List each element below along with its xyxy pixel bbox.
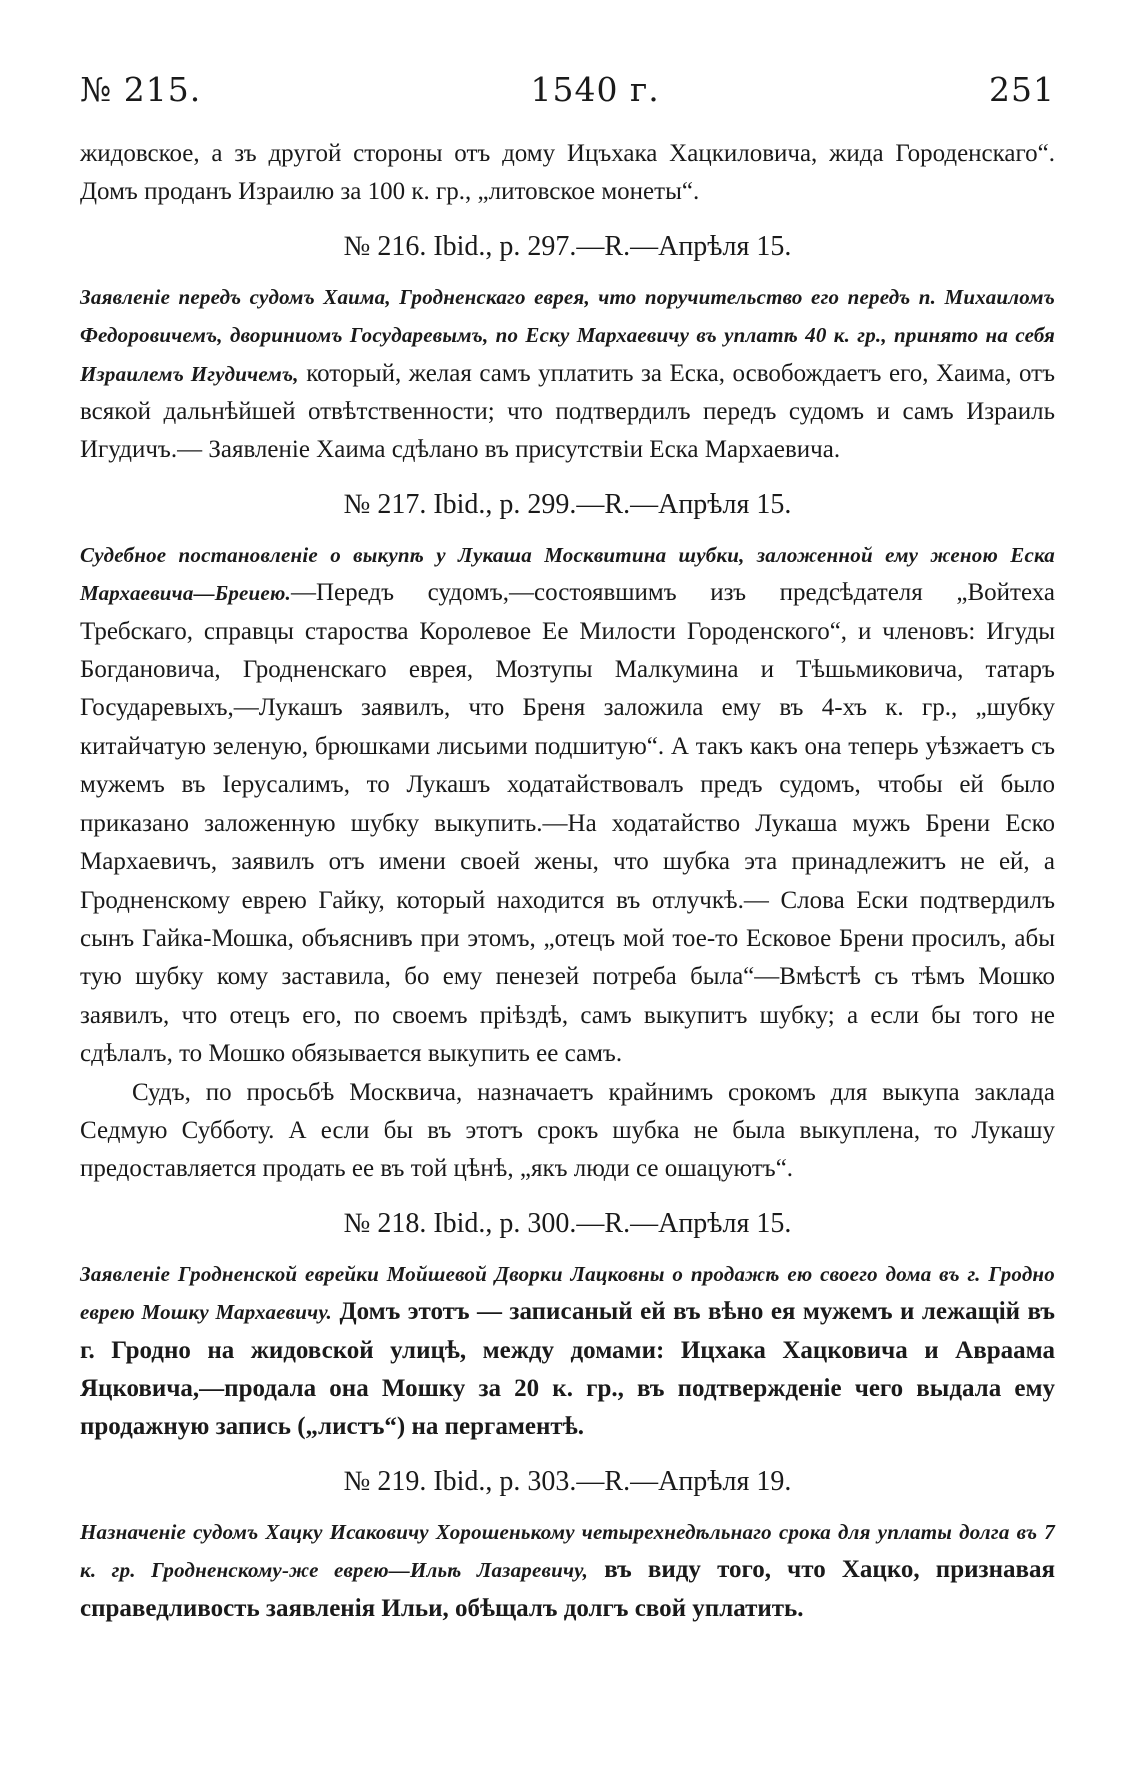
- entry-paragraph-217-court-decision: Судъ, по просьбѣ Москвича, назначаетъ крайнимъ срокомъ для выкупа заклада Седмую Субботу. А если бы въ этотъ срокъ шубка не была выкуплена, то Лукашу предоставляется продать ее въ той цѣнѣ, „якъ люди се ошацуютъ“.: [80, 1078, 1055, 1183]
- entry-body-218: Домъ этотъ — записаный ей въ вѣно ея мужемъ и лежащій въ г. Гродно на жидовской улицѣ, между домами: Ицхака Хацковича и Авраама Яцковича,—продала она Мошку за 20 к. гр., въ подтвержденіе чего выдала ему продажную запись („листъ“) на пергаментѣ.: [80, 1298, 1055, 1441]
- entry-summary-219: Назначеніе судомъ Хацку Исаковичу Хорошенькому четырехнедѣльнаго срока для уплаты долга въ 7 к. гр. Гродненскому-же еврею—Ильѣ Лазаревичу,: [80, 1519, 1055, 1583]
- entry-summary-218: Заявленіе Гродненской еврейки Мойшевой Дворки Лацковны о продажѣ ею своего дома въ г. Гродно еврею Мошку Мархаевичу.: [80, 1261, 1055, 1325]
- entry-heading-218: № 218. Ibid., p. 300.—R.—Апрѣля 15.: [343, 1207, 792, 1239]
- page-number: 251: [989, 70, 1055, 109]
- entry-heading-217: № 217. Ibid., p. 299.—R.—Апрѣля 15.: [343, 488, 792, 520]
- entry-body-216: который, желая самъ уплатить за Еска, освобождаетъ его, Хаима, отъ всякой дальнѣйшей отвѣтственности; что подтвердилъ передъ судомъ и самъ Израиль Игудичъ.— Заявленіе Хаима сдѣлано въ присутствіи Еска Мархаевича.: [80, 359, 1055, 464]
- entry-paragraph-219: [80, 1513, 1055, 1628]
- entry-body-219: въ виду того, что Хацко, признавая справедливость заявленія Ильи, обѣщалъ долгъ свой уплатить.: [80, 1556, 1055, 1622]
- document-number: № 215.: [80, 70, 202, 109]
- entry-body-217: —Передъ судомъ,—состоявшимъ изъ предсѣдателя „Войтеха Требскаго, справцы староства Королевое Ее Милости Городенского“, и членовъ: Игуды Богдановича, Гродненскаго еврея, Мозтупы Малкумина и Тѣшьмиковича, татаръ Государевыхъ,—Лукашъ заявилъ, что Бреня заложила ему въ 4-хъ к. гр., „шубку китайчатую зеленую, брюшками лисьими подшитую“. А такъ какъ она теперь уѣзжаетъ съ мужемъ въ Іерусалимъ, то Лукашъ ходатайствовалъ предъ судомъ, чтобы ей было приказано заложенную шубку выкупить.—На ходатайство Лукаша мужъ Брени Еско Мархаевичъ, заявилъ отъ имени своей жены, что шубка эта принадлежитъ не ей, а Гродненскому еврею Гайку, который находится въ отлучкѣ.— Слова Ески подтвердилъ сынъ Гайка-Мошка, объяснивъ при этомъ, „отецъ мой тое-то Есковое Брени просилъ, абы тую шубку кому заставила, бо ему пенезей потреба была“—Вмѣстѣ съ тѣмъ Мошко заявилъ, что отецъ его, по своемъ пріѣздѣ, самъ выкупитъ шубку; а если бы того не сдѣлалъ, то Мошко обязывается выкупить ее самъ.: [80, 579, 1055, 1068]
- entry-summary-217: Судебное постановленіе о выкупѣ у Лукаша Москвитина шубки, заложенной ему женою Еска Мархаевича—Бреиею.: [80, 542, 1055, 606]
- running-head: [80, 70, 1055, 109]
- entry-heading-216: № 216. Ibid., p. 297.—R.—Апрѣля 15.: [343, 230, 792, 262]
- entry-summary-216: Заявленіе передъ судомъ Хаима, Гродненскаго еврея, что поручительство его передъ п. Михаиломъ Федоровичемъ, двориниомъ Государевымъ, по Еску Мархаевичу въ уплатѣ 40 к. гр., принято на себя Израилемъ Игудичемъ,: [80, 284, 1055, 386]
- intro-paragraph: жидовское, а зъ другой стороны отъ дому Ицъхака Хацкиловича, жида Городенскаго“. Домъ проданъ Израилю за 100 к. гр., „литовское монеты“.: [80, 140, 1055, 206]
- entry-paragraph-217: [80, 536, 1055, 1074]
- document-page: [80, 70, 1055, 1628]
- document-year: 1540 г.: [530, 70, 660, 109]
- entry-heading-219: № 219. Ibid., p. 303.—R.—Апрѣля 19.: [343, 1465, 792, 1497]
- entry-paragraph-218: [80, 1255, 1055, 1447]
- entry-paragraph-216: [80, 278, 1055, 470]
